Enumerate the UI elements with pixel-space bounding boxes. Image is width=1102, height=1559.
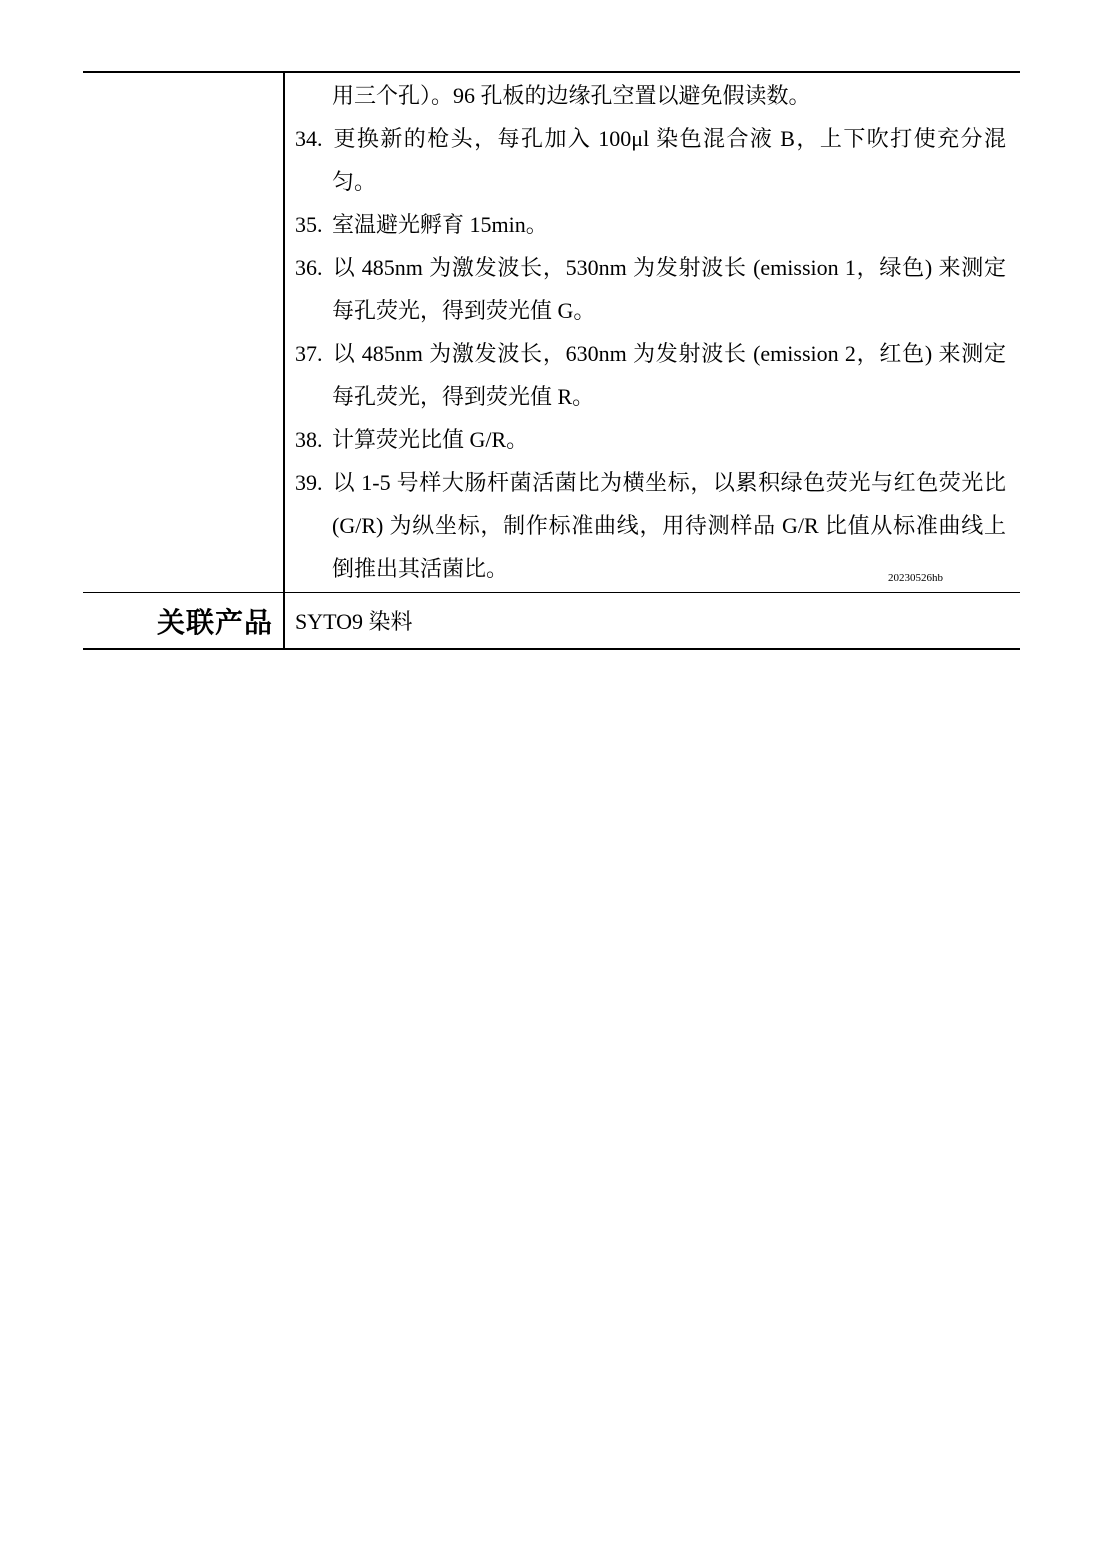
step-number: 38. <box>295 427 323 452</box>
step-36 <box>295 246 1006 332</box>
related-products-value: SYTO9 染料 <box>295 609 413 634</box>
step-37 <box>295 332 1006 418</box>
procedure-steps-cell <box>283 73 1020 592</box>
step-continuation <box>295 74 1006 117</box>
step-text: 室温避光孵育 15min。 <box>332 212 548 237</box>
procedure-steps-row <box>83 73 1020 593</box>
step-number: 37. <box>295 341 323 366</box>
step-text: 更换新的枪头，每孔加入 100μl 染色混合液 B，上下吹打使充分混匀。 <box>332 126 1006 194</box>
related-products-value-cell <box>283 593 1020 648</box>
step-number: 35. <box>295 212 323 237</box>
step-number: 36. <box>295 255 323 280</box>
step-34 <box>295 117 1006 203</box>
related-products-label: 关联产品 <box>156 606 273 638</box>
procedure-table <box>83 71 1020 650</box>
step-35 <box>295 203 1006 246</box>
step-text: 以 485nm 为激发波长，530nm 为发射波长 (emission 1，绿色) 来测定每孔荧光，得到荧光值 G。 <box>332 255 1006 323</box>
procedure-label-cell-empty <box>83 73 283 592</box>
step-text: 以 485nm 为激发波长，630nm 为发射波长 (emission 2，红色) 来测定每孔荧光，得到荧光值 R。 <box>332 341 1006 409</box>
related-products-label-cell <box>83 593 283 648</box>
step-number: 39. <box>295 470 323 495</box>
step-text: 以 1-5 号样大肠杆菌活菌比为横坐标，以累积绿色荧光与红色荧光比 (G/R) 为纵坐标，制作标准曲线，用待测样品 G/R 比值从标准曲线上倒推出其活菌比。 <box>332 470 1006 581</box>
footer-revision-stamp: 20230526hb <box>888 572 943 584</box>
related-products-row <box>83 593 1020 648</box>
step-39 <box>295 461 1006 590</box>
step-text: 用三个孔）。96 孔板的边缘孔空置以避免假读数。 <box>332 83 811 108</box>
step-text: 计算荧光比值 G/R。 <box>332 427 529 452</box>
step-number: 34. <box>295 126 323 151</box>
step-38 <box>295 418 1006 461</box>
